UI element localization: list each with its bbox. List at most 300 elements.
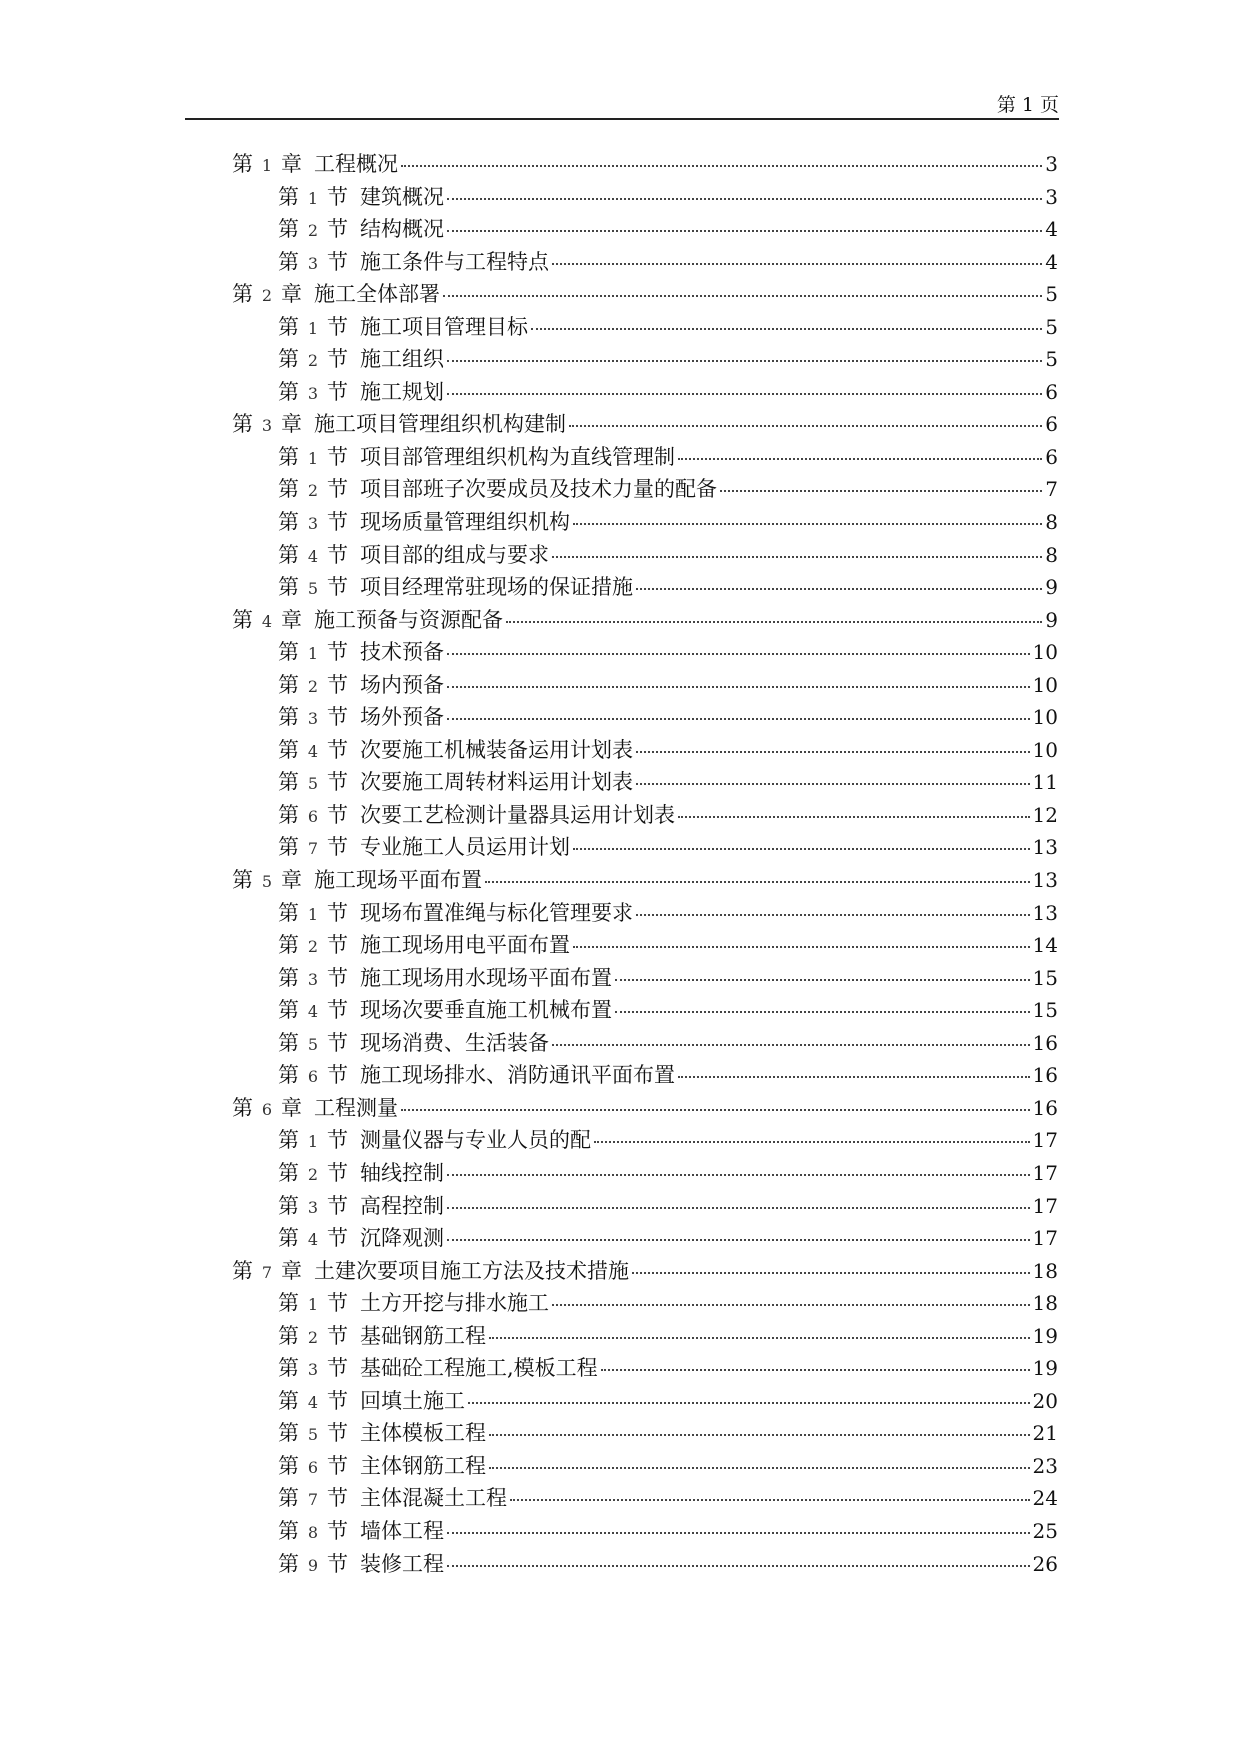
toc-entry-kind: 章 bbox=[281, 1258, 302, 1283]
toc-entry-number: 4 bbox=[307, 546, 319, 566]
toc-entry-kind: 节 bbox=[327, 1030, 348, 1055]
toc-entry-title: 次要施工机械装备运用计划表 bbox=[360, 737, 633, 762]
toc-dot-leader bbox=[615, 1011, 1030, 1013]
toc-entry-number: 1 bbox=[307, 188, 319, 208]
toc-entry-title: 轴线控制 bbox=[360, 1160, 444, 1185]
toc-dot-leader bbox=[447, 198, 1042, 200]
toc-entry-title: 回填土施工 bbox=[360, 1388, 465, 1413]
toc-entry-number: 7 bbox=[307, 1490, 319, 1510]
toc-entry-number: 2 bbox=[307, 937, 319, 957]
toc-entry-prefix: 第 bbox=[278, 1486, 299, 1511]
toc-dot-leader bbox=[447, 718, 1030, 720]
toc-entry-prefix: 第 bbox=[278, 900, 299, 925]
toc-entry-number: 2 bbox=[307, 221, 319, 241]
toc-section-entry[interactable] bbox=[232, 473, 1058, 506]
toc-entry-title: 测量仪器与专业人员的配 bbox=[360, 1128, 591, 1153]
toc-entry-prefix: 第 bbox=[232, 1258, 253, 1283]
toc-dot-leader bbox=[506, 621, 1042, 623]
toc-entry-number: 9 bbox=[307, 1555, 319, 1575]
toc-section-entry[interactable] bbox=[232, 213, 1058, 246]
toc-section-entry[interactable] bbox=[232, 246, 1058, 279]
toc-entry-number: 2 bbox=[307, 1164, 319, 1184]
toc-dot-leader bbox=[678, 816, 1030, 818]
toc-chapter-entry[interactable] bbox=[232, 1092, 1058, 1125]
toc-dot-leader bbox=[447, 653, 1030, 655]
toc-entry-page-number: 3 bbox=[1045, 184, 1058, 209]
toc-dot-leader bbox=[636, 751, 1030, 753]
toc-entry-page-number: 24 bbox=[1032, 1486, 1058, 1511]
toc-entry-number: 5 bbox=[261, 872, 273, 892]
toc-section-entry[interactable] bbox=[232, 734, 1058, 767]
toc-dot-leader bbox=[636, 914, 1030, 916]
toc-entry-number: 5 bbox=[307, 1034, 319, 1054]
toc-entry-prefix: 第 bbox=[278, 640, 299, 665]
toc-dot-leader bbox=[489, 1434, 1030, 1436]
toc-entry-page-number: 10 bbox=[1032, 672, 1058, 697]
toc-section-entry[interactable] bbox=[232, 1027, 1058, 1060]
toc-section-entry[interactable] bbox=[232, 441, 1058, 474]
toc-section-entry[interactable] bbox=[232, 831, 1058, 864]
toc-entry-kind: 节 bbox=[327, 217, 348, 242]
toc-dot-leader bbox=[447, 1239, 1030, 1241]
toc-entry-title: 项目部管理组织机构为直线管理制 bbox=[360, 444, 675, 469]
toc-entry-number: 2 bbox=[307, 676, 319, 696]
toc-entry-kind: 节 bbox=[327, 965, 348, 990]
toc-section-entry[interactable] bbox=[232, 311, 1058, 344]
toc-entry-title: 工程概况 bbox=[314, 152, 398, 176]
toc-entry-page-number: 9 bbox=[1045, 575, 1058, 600]
toc-section-entry[interactable] bbox=[232, 897, 1058, 930]
toc-entry-prefix: 第 bbox=[278, 672, 299, 697]
toc-entry-page-number: 20 bbox=[1032, 1388, 1058, 1413]
toc-entry-page-number: 16 bbox=[1032, 1095, 1058, 1120]
toc-dot-leader bbox=[485, 881, 1030, 883]
toc-entry-number: 6 bbox=[307, 1067, 319, 1087]
toc-entry-number: 3 bbox=[307, 514, 319, 534]
toc-entry-number: 1 bbox=[261, 156, 273, 175]
toc-dot-leader bbox=[552, 556, 1042, 558]
toc-entry-kind: 节 bbox=[327, 640, 348, 665]
toc-entry-title: 施工组织 bbox=[360, 347, 444, 372]
toc-entry-kind: 章 bbox=[281, 607, 302, 632]
toc-section-entry[interactable] bbox=[232, 376, 1058, 409]
toc-entry-number: 1 bbox=[307, 1132, 319, 1152]
toc-entry-kind: 节 bbox=[327, 1356, 348, 1381]
toc-entry-prefix: 第 bbox=[278, 249, 299, 274]
toc-dot-leader bbox=[552, 263, 1042, 265]
toc-entry-kind: 节 bbox=[327, 1551, 348, 1576]
toc-entry-title: 现场质量管理组织机构 bbox=[360, 510, 570, 535]
toc-entry-prefix: 第 bbox=[278, 705, 299, 730]
toc-entry-title: 现场次要垂直施工机械布置 bbox=[360, 998, 612, 1023]
toc-entry-kind: 节 bbox=[327, 998, 348, 1023]
toc-entry-page-number: 21 bbox=[1032, 1421, 1058, 1446]
toc-entry-title: 基础砼工程施工,模板工程 bbox=[360, 1356, 598, 1381]
toc-entry-prefix: 第 bbox=[278, 933, 299, 958]
toc-entry-prefix: 第 bbox=[232, 868, 253, 893]
toc-entry-page-number: 17 bbox=[1032, 1193, 1058, 1218]
toc-entry-title: 专业施工人员运用计划 bbox=[360, 835, 570, 860]
toc-entry-title: 施工规划 bbox=[360, 379, 444, 404]
toc-entry-kind: 节 bbox=[327, 249, 348, 274]
toc-entry-number: 3 bbox=[261, 416, 273, 436]
toc-entry-number: 7 bbox=[261, 1262, 273, 1282]
toc-dot-leader bbox=[447, 1207, 1030, 1209]
toc-entry-title: 场外预备 bbox=[360, 705, 444, 730]
toc-dot-leader bbox=[489, 1467, 1030, 1469]
toc-section-entry[interactable] bbox=[232, 539, 1058, 572]
toc-section-entry[interactable] bbox=[232, 1320, 1058, 1353]
toc-entry-title: 施工项目管理组织机构建制 bbox=[314, 412, 566, 437]
toc-section-entry[interactable] bbox=[232, 1222, 1058, 1255]
toc-entry-title: 土建次要项目施工方法及技术措施 bbox=[314, 1258, 629, 1283]
toc-entry-title: 主体混凝土工程 bbox=[360, 1486, 507, 1511]
toc-entry-page-number: 5 bbox=[1045, 282, 1058, 307]
toc-entry-page-number: 4 bbox=[1045, 217, 1058, 242]
toc-entry-kind: 章 bbox=[281, 868, 302, 893]
toc-entry-page-number: 8 bbox=[1045, 510, 1058, 535]
toc-section-entry[interactable] bbox=[232, 1482, 1058, 1515]
toc-entry-number: 5 bbox=[307, 774, 319, 794]
toc-entry-prefix: 第 bbox=[278, 1551, 299, 1576]
toc-entry-title: 工程测量 bbox=[314, 1095, 398, 1120]
toc-entry-title: 现场消费、生活装备 bbox=[360, 1030, 549, 1055]
toc-dot-leader bbox=[632, 1272, 1030, 1274]
toc-entry-title: 现场布置准绳与标化管理要求 bbox=[360, 900, 633, 925]
toc-entry-kind: 节 bbox=[327, 379, 348, 404]
toc-entry-number: 1 bbox=[307, 644, 319, 664]
toc-dot-leader bbox=[447, 360, 1042, 362]
toc-entry-number: 2 bbox=[261, 286, 273, 306]
toc-entry-title: 项目部班子次要成员及技术力量的配备 bbox=[360, 477, 717, 502]
toc-section-entry[interactable] bbox=[232, 1515, 1058, 1548]
toc-entry-title: 施工现场排水、消防通讯平面布置 bbox=[360, 1063, 675, 1088]
toc-chapter-entry[interactable] bbox=[232, 604, 1058, 637]
toc-entry-prefix: 第 bbox=[278, 542, 299, 567]
toc-entry-title: 施工现场用水现场平面布置 bbox=[360, 965, 612, 990]
toc-section-entry[interactable] bbox=[232, 766, 1058, 799]
toc-dot-leader bbox=[601, 1369, 1030, 1371]
toc-entry-page-number: 9 bbox=[1045, 607, 1058, 632]
toc-entry-title: 装修工程 bbox=[360, 1551, 444, 1576]
toc-section-entry[interactable] bbox=[232, 669, 1058, 702]
toc-entry-page-number: 17 bbox=[1032, 1226, 1058, 1251]
toc-entry-number: 6 bbox=[307, 1457, 319, 1477]
toc-entry-page-number: 11 bbox=[1032, 770, 1058, 795]
toc-section-entry[interactable] bbox=[232, 1417, 1058, 1450]
toc-chapter-entry[interactable] bbox=[232, 148, 1058, 181]
toc-entry-page-number: 25 bbox=[1032, 1518, 1058, 1543]
toc-entry-title: 结构概况 bbox=[360, 217, 444, 242]
toc-entry-prefix: 第 bbox=[232, 607, 253, 632]
toc-section-entry[interactable] bbox=[232, 1124, 1058, 1157]
toc-entry-number: 1 bbox=[307, 448, 319, 468]
toc-entry-number: 4 bbox=[307, 1230, 319, 1250]
toc-entry-kind: 节 bbox=[327, 1291, 348, 1316]
toc-dot-leader bbox=[447, 686, 1030, 688]
toc-entry-page-number: 13 bbox=[1032, 835, 1058, 860]
toc-entry-prefix: 第 bbox=[278, 770, 299, 795]
toc-entry-title: 基础钢筋工程 bbox=[360, 1323, 486, 1348]
toc-entry-prefix: 第 bbox=[278, 379, 299, 404]
toc-entry-page-number: 15 bbox=[1032, 998, 1058, 1023]
toc-entry-number: 2 bbox=[307, 351, 319, 371]
toc-entry-title: 施工现场平面布置 bbox=[314, 868, 482, 893]
toc-section-entry[interactable] bbox=[232, 962, 1058, 995]
table-of-contents bbox=[232, 148, 1058, 1580]
toc-section-entry[interactable] bbox=[232, 1190, 1058, 1223]
toc-entry-kind: 节 bbox=[327, 933, 348, 958]
toc-entry-page-number: 13 bbox=[1032, 900, 1058, 925]
toc-section-entry[interactable] bbox=[232, 571, 1058, 604]
toc-entry-kind: 节 bbox=[327, 1453, 348, 1478]
toc-section-entry[interactable] bbox=[232, 1450, 1058, 1483]
toc-entry-number: 3 bbox=[307, 969, 319, 989]
toc-section-entry[interactable] bbox=[232, 1059, 1058, 1092]
toc-section-entry[interactable] bbox=[232, 701, 1058, 734]
toc-entry-kind: 章 bbox=[281, 1095, 302, 1120]
toc-section-entry[interactable] bbox=[232, 994, 1058, 1027]
toc-entry-prefix: 第 bbox=[278, 217, 299, 242]
toc-entry-page-number: 10 bbox=[1032, 705, 1058, 730]
toc-entry-page-number: 18 bbox=[1032, 1258, 1058, 1283]
toc-entry-prefix: 第 bbox=[278, 1388, 299, 1413]
toc-dot-leader bbox=[678, 1076, 1030, 1078]
toc-entry-prefix: 第 bbox=[278, 1128, 299, 1153]
toc-entry-title: 主体钢筋工程 bbox=[360, 1453, 486, 1478]
toc-entry-page-number: 17 bbox=[1032, 1128, 1058, 1153]
toc-entry-prefix: 第 bbox=[278, 1323, 299, 1348]
toc-entry-number: 3 bbox=[307, 709, 319, 729]
toc-dot-leader bbox=[615, 979, 1030, 981]
toc-entry-title: 高程控制 bbox=[360, 1193, 444, 1218]
toc-entry-kind: 节 bbox=[327, 672, 348, 697]
toc-entry-prefix: 第 bbox=[278, 1356, 299, 1381]
toc-dot-leader bbox=[447, 1532, 1030, 1534]
toc-entry-number: 3 bbox=[307, 1360, 319, 1380]
toc-entry-page-number: 14 bbox=[1032, 933, 1058, 958]
toc-entry-prefix: 第 bbox=[278, 737, 299, 762]
toc-dot-leader bbox=[569, 425, 1042, 427]
toc-entry-number: 4 bbox=[307, 1392, 319, 1412]
toc-chapter-entry[interactable] bbox=[232, 278, 1058, 311]
toc-chapter-entry[interactable] bbox=[232, 408, 1058, 441]
toc-dot-leader bbox=[510, 1499, 1030, 1501]
toc-entry-prefix: 第 bbox=[278, 1226, 299, 1251]
toc-entry-title: 施工预备与资源配备 bbox=[314, 607, 503, 632]
toc-chapter-entry[interactable] bbox=[232, 864, 1058, 897]
toc-entry-page-number: 5 bbox=[1045, 314, 1058, 339]
toc-entry-prefix: 第 bbox=[278, 1453, 299, 1478]
toc-dot-leader bbox=[531, 328, 1042, 330]
toc-entry-prefix: 第 bbox=[232, 1095, 253, 1120]
toc-entry-prefix: 第 bbox=[278, 835, 299, 860]
toc-entry-prefix: 第 bbox=[278, 1291, 299, 1316]
toc-entry-kind: 节 bbox=[327, 347, 348, 372]
toc-entry-kind: 节 bbox=[327, 184, 348, 209]
toc-entry-prefix: 第 bbox=[278, 965, 299, 990]
toc-entry-prefix: 第 bbox=[278, 1063, 299, 1088]
toc-dot-leader bbox=[573, 946, 1030, 948]
toc-entry-title: 建筑概况 bbox=[360, 184, 444, 209]
toc-section-entry[interactable] bbox=[232, 343, 1058, 376]
toc-entry-title: 施工项目管理目标 bbox=[360, 314, 528, 339]
toc-section-entry[interactable] bbox=[232, 1385, 1058, 1418]
toc-entry-page-number: 18 bbox=[1032, 1291, 1058, 1316]
toc-entry-page-number: 6 bbox=[1045, 444, 1058, 469]
toc-entry-title: 墙体工程 bbox=[360, 1518, 444, 1543]
toc-entry-kind: 节 bbox=[327, 1193, 348, 1218]
toc-entry-page-number: 6 bbox=[1045, 412, 1058, 437]
toc-entry-number: 4 bbox=[307, 1002, 319, 1022]
toc-entry-page-number: 13 bbox=[1032, 868, 1058, 893]
toc-entry-page-number: 19 bbox=[1032, 1323, 1058, 1348]
toc-entry-prefix: 第 bbox=[278, 1193, 299, 1218]
toc-entry-kind: 节 bbox=[327, 1226, 348, 1251]
toc-entry-title: 项目经理常驻现场的保证措施 bbox=[360, 575, 633, 600]
toc-dot-leader bbox=[636, 588, 1042, 590]
toc-entry-prefix: 第 bbox=[278, 510, 299, 535]
toc-section-entry[interactable] bbox=[232, 1157, 1058, 1190]
toc-dot-leader bbox=[447, 230, 1042, 232]
toc-entry-title: 场内预备 bbox=[360, 672, 444, 697]
toc-section-entry[interactable] bbox=[232, 636, 1058, 669]
toc-entry-page-number: 7 bbox=[1045, 477, 1058, 502]
toc-entry-kind: 节 bbox=[327, 737, 348, 762]
toc-dot-leader bbox=[573, 848, 1030, 850]
toc-entry-kind: 节 bbox=[327, 835, 348, 860]
toc-section-entry[interactable] bbox=[232, 1287, 1058, 1320]
toc-entry-number: 6 bbox=[307, 806, 319, 826]
toc-entry-page-number: 3 bbox=[1045, 152, 1058, 176]
toc-dot-leader bbox=[594, 1141, 1030, 1143]
toc-entry-prefix: 第 bbox=[232, 152, 253, 176]
toc-dot-leader bbox=[443, 295, 1042, 297]
toc-entry-kind: 节 bbox=[327, 802, 348, 827]
toc-entry-page-number: 8 bbox=[1045, 542, 1058, 567]
toc-dot-leader bbox=[636, 783, 1030, 785]
toc-entry-number: 7 bbox=[307, 839, 319, 859]
toc-entry-prefix: 第 bbox=[278, 444, 299, 469]
toc-entry-number: 3 bbox=[307, 253, 319, 273]
toc-entry-page-number: 12 bbox=[1032, 802, 1058, 827]
toc-entry-title: 沉降观测 bbox=[360, 1226, 444, 1251]
toc-dot-leader bbox=[401, 165, 1042, 167]
toc-entry-kind: 节 bbox=[327, 1128, 348, 1153]
toc-entry-prefix: 第 bbox=[278, 477, 299, 502]
toc-entry-number: 4 bbox=[261, 611, 273, 631]
toc-entry-number: 5 bbox=[307, 579, 319, 599]
toc-entry-title: 施工条件与工程特点 bbox=[360, 249, 549, 274]
toc-entry-title: 项目部的组成与要求 bbox=[360, 542, 549, 567]
toc-entry-kind: 节 bbox=[327, 510, 348, 535]
toc-dot-leader bbox=[447, 393, 1042, 395]
toc-entry-title: 施工全体部署 bbox=[314, 282, 440, 307]
page-header bbox=[185, 88, 1059, 120]
toc-entry-kind: 节 bbox=[327, 575, 348, 600]
toc-entry-prefix: 第 bbox=[278, 1518, 299, 1543]
toc-entry-number: 1 bbox=[307, 904, 319, 924]
toc-dot-leader bbox=[552, 1304, 1030, 1306]
toc-entry-kind: 节 bbox=[327, 900, 348, 925]
toc-entry-number: 2 bbox=[307, 481, 319, 501]
toc-entry-number: 2 bbox=[307, 1327, 319, 1347]
toc-dot-leader bbox=[552, 1044, 1030, 1046]
toc-entry-number: 8 bbox=[307, 1522, 319, 1542]
toc-entry-prefix: 第 bbox=[278, 347, 299, 372]
toc-entry-title: 次要施工周转材料运用计划表 bbox=[360, 770, 633, 795]
toc-entry-kind: 节 bbox=[327, 477, 348, 502]
toc-entry-kind: 节 bbox=[327, 314, 348, 339]
toc-entry-kind: 节 bbox=[327, 1063, 348, 1088]
toc-dot-leader bbox=[447, 1174, 1030, 1176]
toc-section-entry[interactable] bbox=[232, 506, 1058, 539]
toc-entry-kind: 节 bbox=[327, 1421, 348, 1446]
toc-entry-prefix: 第 bbox=[278, 802, 299, 827]
toc-entry-prefix: 第 bbox=[278, 314, 299, 339]
toc-entry-kind: 节 bbox=[327, 444, 348, 469]
toc-entry-number: 3 bbox=[307, 383, 319, 403]
toc-entry-page-number: 15 bbox=[1032, 965, 1058, 990]
toc-entry-page-number: 6 bbox=[1045, 379, 1058, 404]
toc-entry-prefix: 第 bbox=[278, 184, 299, 209]
toc-entry-page-number: 19 bbox=[1032, 1356, 1058, 1381]
toc-entry-number: 4 bbox=[307, 741, 319, 761]
toc-entry-kind: 章 bbox=[281, 412, 302, 437]
toc-entry-page-number: 4 bbox=[1045, 249, 1058, 274]
toc-entry-kind: 节 bbox=[327, 705, 348, 730]
toc-entry-page-number: 16 bbox=[1032, 1030, 1058, 1055]
toc-entry-kind: 节 bbox=[327, 1323, 348, 1348]
toc-entry-title: 土方开挖与排水施工 bbox=[360, 1291, 549, 1316]
page-number-header: 第 1 页 bbox=[996, 94, 1059, 116]
toc-entry-page-number: 5 bbox=[1045, 347, 1058, 372]
toc-entry-title: 技术预备 bbox=[360, 640, 444, 665]
toc-entry-kind: 节 bbox=[327, 1518, 348, 1543]
toc-chapter-entry[interactable] bbox=[232, 1255, 1058, 1288]
toc-dot-leader bbox=[401, 1109, 1030, 1111]
toc-entry-number: 1 bbox=[307, 318, 319, 338]
toc-entry-prefix: 第 bbox=[232, 282, 253, 307]
toc-entry-kind: 节 bbox=[327, 1388, 348, 1413]
toc-dot-leader bbox=[720, 490, 1042, 492]
toc-entry-prefix: 第 bbox=[278, 575, 299, 600]
toc-dot-leader bbox=[678, 458, 1042, 460]
toc-section-entry[interactable] bbox=[232, 1352, 1058, 1385]
toc-entry-kind: 节 bbox=[327, 770, 348, 795]
toc-dot-leader bbox=[468, 1402, 1030, 1404]
toc-section-entry[interactable] bbox=[232, 181, 1058, 214]
toc-entry-number: 6 bbox=[261, 1099, 273, 1119]
toc-entry-number: 3 bbox=[307, 1197, 319, 1217]
toc-dot-leader bbox=[573, 523, 1042, 525]
toc-entry-title: 施工现场用电平面布置 bbox=[360, 933, 570, 958]
toc-section-entry[interactable] bbox=[232, 799, 1058, 832]
toc-entry-prefix: 第 bbox=[232, 412, 253, 437]
toc-entry-prefix: 第 bbox=[278, 998, 299, 1023]
toc-entry-kind: 节 bbox=[327, 1160, 348, 1185]
toc-entry-kind: 章 bbox=[281, 282, 302, 307]
toc-entry-page-number: 16 bbox=[1032, 1063, 1058, 1088]
toc-entry-page-number: 23 bbox=[1032, 1453, 1058, 1478]
toc-entry-page-number: 26 bbox=[1032, 1551, 1058, 1576]
toc-section-entry[interactable] bbox=[232, 1548, 1058, 1581]
toc-entry-number: 1 bbox=[307, 1295, 319, 1315]
toc-entry-page-number: 17 bbox=[1032, 1160, 1058, 1185]
toc-dot-leader bbox=[489, 1337, 1030, 1339]
toc-entry-title: 次要工艺检测计量器具运用计划表 bbox=[360, 802, 675, 827]
toc-section-entry[interactable] bbox=[232, 929, 1058, 962]
